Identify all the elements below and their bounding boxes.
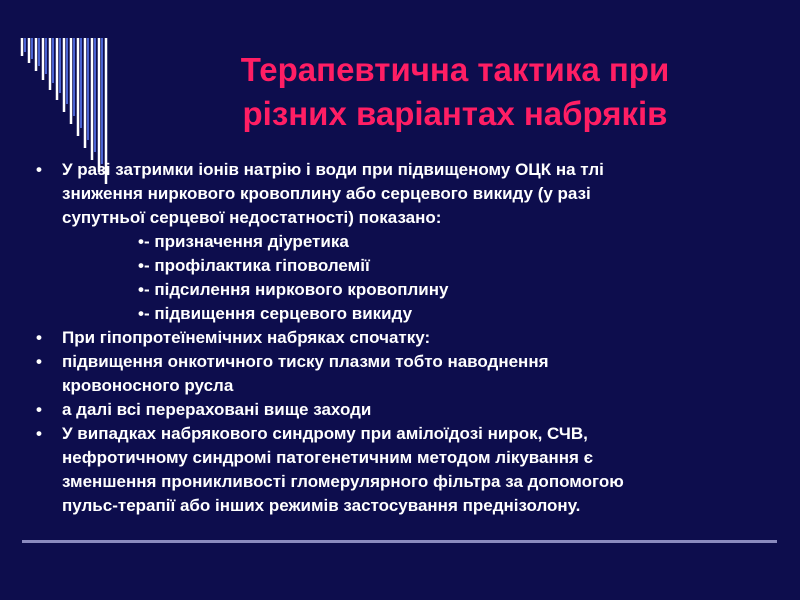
list-item [36, 398, 756, 422]
list-item [36, 326, 756, 350]
item-line: зниження ниркового кровоплину або серцевого викиду (у разі [62, 184, 591, 203]
item-line: а далі всі перераховані вище заходи [62, 400, 372, 419]
bottom-divider [22, 540, 777, 543]
list-item [36, 350, 756, 398]
list-item [36, 158, 756, 230]
sub-item: •- підвищення серцевого викиду [138, 304, 413, 323]
list-item [36, 422, 756, 518]
item-line: супутньої серцевої недостатності) показано: [62, 208, 442, 227]
item-line: нефротичному синдромі патогенетичним методом лікування є [62, 448, 594, 467]
item-line: пульс-терапії або інших режимів застосування преднізолону. [62, 496, 581, 515]
bullet-marker: • [36, 352, 42, 371]
item-line: У випадках набрякового синдрому при амілоїдозі нирок, СЧВ, [62, 424, 588, 443]
item-line: підвищення онкотичного тиску плазми тобто наводнення [62, 352, 549, 371]
title-line-2: різних варіантах набряків [242, 95, 668, 132]
item-line: При гіпопротеїнемічних набряках спочатку: [62, 328, 431, 347]
title-line-1: Терапевтична тактика при [240, 51, 670, 88]
bullet-list-continued [36, 326, 756, 518]
slide-title [130, 48, 780, 136]
bullet-marker: • [36, 160, 42, 179]
item-line: кровоносного русла [62, 376, 234, 395]
sub-item: •- підсилення ниркового кровоплину [138, 280, 449, 299]
sub-item: •- призначення діуретика [138, 232, 349, 251]
item-line: У разі затримки іонів натрію і води при підвищеному ОЦК на тлі [62, 160, 604, 179]
bullet-marker: • [36, 400, 42, 419]
sub-list [36, 230, 756, 326]
slide-content [36, 158, 756, 518]
bullet-marker: • [36, 424, 42, 443]
sub-item: •- профілактика гіповолемії [138, 256, 370, 275]
bullet-marker: • [36, 328, 42, 347]
bullet-list [36, 158, 756, 230]
item-line: зменшення проникливості гломерулярного фільтра за допомогою [62, 472, 624, 491]
